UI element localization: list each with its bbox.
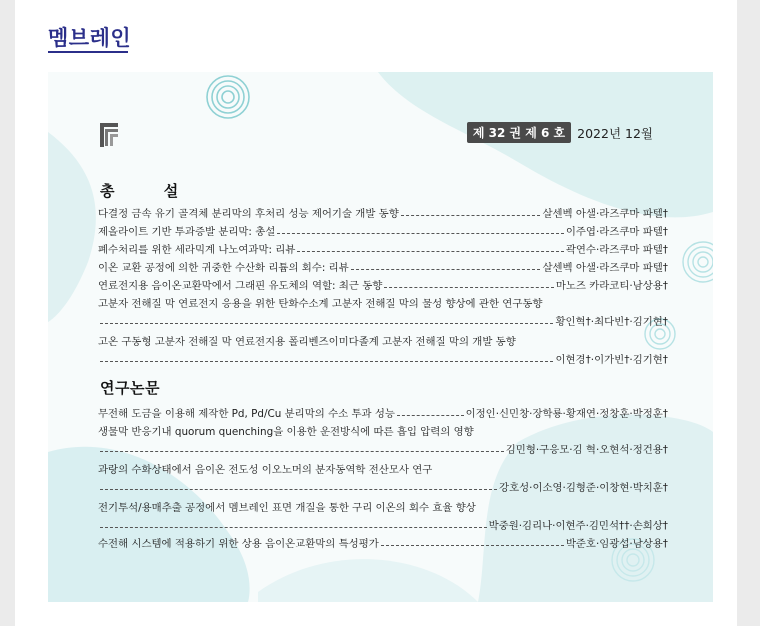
brand-underline bbox=[48, 51, 128, 53]
section-title-research: 연구논문 bbox=[100, 379, 160, 397]
entry-authors: 김민형·구응모·김 혁·오현석·정건용† bbox=[505, 444, 668, 456]
entry-title: 다결정 금속 유기 골격체 분리막의 후처리 성능 제어기술 개발 동향 bbox=[98, 208, 399, 220]
dot-leader bbox=[277, 232, 564, 234]
dot-leader bbox=[381, 544, 564, 546]
entry-authors: 이정인·신민창·장학룡·황재연·정창훈·박정훈† bbox=[465, 408, 668, 420]
section-title-review: 총 설 bbox=[100, 182, 201, 200]
dot-leader bbox=[100, 450, 504, 452]
entry-title: 무전해 도금을 이용해 제작한 Pd, Pd/Cu 분리막의 수소 투과 성능 bbox=[98, 408, 395, 420]
toc-entry[interactable] bbox=[98, 295, 668, 331]
contents-logo-icon bbox=[100, 123, 122, 149]
entry-title: 전기투석/용매추출 공정에서 멤브레인 표면 개질을 통한 구리 이온의 회수 효율 향상 bbox=[98, 502, 476, 514]
bg-blob-left bbox=[48, 132, 96, 322]
entry-authors: 이현경†·이가빈†·김기현† bbox=[555, 354, 668, 366]
entry-title: 생물막 반응기내 quorum quenching을 이용한 운전방식에 따른 흡입 압력의 영향 bbox=[98, 426, 474, 438]
toc-entry[interactable] bbox=[98, 405, 668, 423]
brand-title: 멤브레인 bbox=[48, 26, 132, 50]
toc-entry[interactable] bbox=[98, 423, 668, 459]
entry-title: 고온 구동형 고분자 전해질 막 연료전지용 폴리벤즈이미다졸계 고분자 전해질 막의 개발 동향 bbox=[98, 336, 516, 348]
toc-entry[interactable] bbox=[98, 277, 668, 295]
dot-leader bbox=[100, 526, 487, 528]
toc-entry[interactable] bbox=[98, 223, 668, 241]
toc-entry[interactable] bbox=[98, 499, 668, 535]
entry-title: 고분자 전해질 막 연료전지 응용을 위한 탄화수소계 고분자 전해질 막의 물성 향상에 관한 연구동향 bbox=[98, 298, 543, 310]
entry-authors: 박준호·임광섭·남상용† bbox=[565, 538, 668, 550]
issue-date: 2022년 12월 bbox=[577, 125, 653, 141]
bg-blob-bottom bbox=[258, 559, 478, 602]
dot-leader bbox=[351, 268, 541, 270]
dot-leader bbox=[397, 414, 464, 416]
entry-title: 제올라이트 기반 투과증발 분리막: 총설 bbox=[98, 226, 276, 238]
ring-right bbox=[683, 242, 713, 282]
dot-leader bbox=[297, 250, 563, 252]
entry-authors: 황인혁†·최다빈†·김기현† bbox=[555, 316, 668, 328]
entry-title: 이온 교환 공정에 의한 귀중한 수산화 리튬의 회수: 리뷰 bbox=[98, 262, 349, 274]
issue-info bbox=[467, 122, 653, 143]
entry-title: 수전해 시스템에 적용하기 위한 상용 음이온교환막의 특성평가 bbox=[98, 538, 379, 550]
toc-entry[interactable] bbox=[98, 241, 668, 259]
entry-authors: 마노즈 카라코티·남상용† bbox=[555, 280, 668, 292]
ring-top bbox=[207, 76, 249, 118]
dot-leader bbox=[100, 360, 553, 362]
toc-entry[interactable] bbox=[98, 535, 668, 553]
bg-blob-top bbox=[378, 72, 713, 217]
entry-title: 연료전지용 음이온교환막에서 그래핀 유도체의 역할: 최근 동향 bbox=[98, 280, 383, 292]
toc-research bbox=[98, 405, 668, 553]
dot-leader bbox=[100, 322, 553, 324]
dot-leader bbox=[384, 286, 554, 288]
entry-authors: 살센벡 아샐·라즈쿠마 파텔† bbox=[542, 262, 668, 274]
issue-badge: 제 32 권 제 6 호 bbox=[467, 122, 571, 143]
entry-authors: 박중원·김리나·이현주·김민석††·손희상† bbox=[488, 520, 668, 532]
entry-authors: 이주엽·라즈쿠마 파텔† bbox=[565, 226, 668, 238]
entry-title: 폐수처리를 위한 세라믹계 나노여과막: 리뷰 bbox=[98, 244, 296, 256]
toc-entry[interactable] bbox=[98, 205, 668, 223]
entry-title: 과랑의 수화상태에서 음이온 전도성 이오노머의 분자동역학 전산모사 연구 bbox=[98, 464, 433, 476]
toc-entry[interactable] bbox=[98, 259, 668, 277]
entry-authors: 곽연수·라즈쿠마 파텔† bbox=[565, 244, 668, 256]
contents-panel bbox=[48, 72, 713, 602]
toc-entry[interactable] bbox=[98, 333, 668, 369]
dot-leader bbox=[401, 214, 541, 216]
dot-leader bbox=[100, 488, 497, 490]
toc-review bbox=[98, 205, 668, 369]
toc-entry[interactable] bbox=[98, 461, 668, 497]
entry-authors: 살센벡 아샐·라즈쿠마 파텔† bbox=[542, 208, 668, 220]
entry-authors: 강호성·이소영·김형준·이창현·박치훈† bbox=[499, 482, 668, 494]
